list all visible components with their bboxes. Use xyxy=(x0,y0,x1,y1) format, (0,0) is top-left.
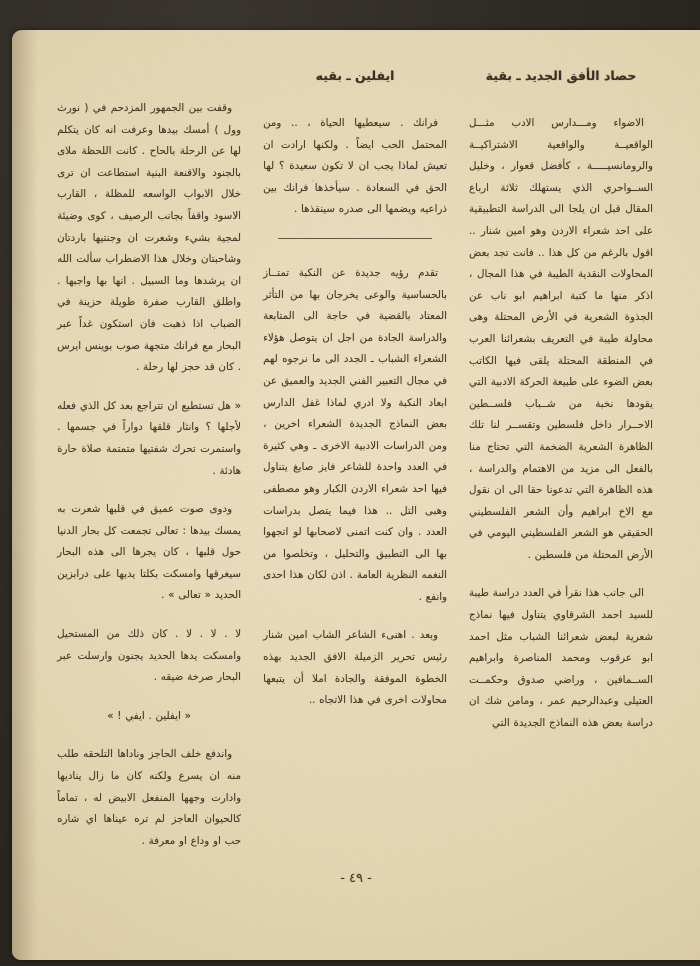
section-divider xyxy=(278,238,433,239)
column-left-paragraph-2: « هل تستطيع ان تتراجع بعد كل الذي فعله لأجلها ؟ وانثار قلقها دواراً في جسمها . واستمرت تحرك شفتيها متمتمة صلاة حارة هادئة . xyxy=(57,399,242,477)
column-left-paragraph-1: وقفت بين الجمهور المزدحم في ( نورث وول ) أمسك بيدها وعرفت انه كان يتكلم لها عن الرحلة بالحاح . كانت اللحظة ملاى بالجنود والاقنعة البنية استطاعت ان ترى خلال الابواب الواسعه للمظلة ، القارب الاسود واقفاً بجانب الرصيف ، كوى وضيئة لمجية بشيء وشعرت ان وجنتيها باردتان وشاحبتان وخلال هذا الاضطراب سألت الله ان يرشدها وما السبيل . انها بها واجبها . واطلق القارب صفرة طويلة حزينة في الضباب اذا ذهبت فان استكون غداً عبر البحار مع فرانك متجهة صوب بوينس ايرس . كان قد حجز لها رحلة . xyxy=(57,102,242,374)
column-right xyxy=(458,68,664,858)
column-right-header: حصاد الأفق الجديد ـ بقية xyxy=(485,68,637,83)
column-middle-paragraph-3: وبعد . اهنىء الشاعر الشاب امين شنار رئيس تحرير الزميلة الافق الجديد بهذه الخطوة الموفقة والجادة املا أن يتبعها محاولات اخرى في هذا الاتجاه .. xyxy=(263,629,448,707)
column-left-paragraph-4: لا . لا . لا . كان ذلك من المستحيل وامسكت يدها الحديد يجنون وارسلت عبر البحار صرخة ضيقه . xyxy=(57,628,242,684)
column-left-paragraph-3: ودوى صوت عميق في قلبها شعرت به يمسك بيدها : تعالى تجمعت كل بحار الدنيا حول قلبها ، كان يجرها الى هذه البحار سيغرقها وامسكت بكلتا يديها على درابزين الحديد « تعالى » . xyxy=(57,503,242,602)
column-right-paragraph-2: الى جانب هذا نقرأ في العدد دراسة طيبة للسيد احمد الشرقاوي يتناول فيها نماذج شعرية لبعض شعرائنا الشباب مثل احمد ابو عرقوب ومحمد المناصرة وابراهيم الســمافين ، وراضي صدوق وحكمــت العتيلى وعبدالرحيم عمر ، ومامن شك ان دراسة بعض هذه النماذج الجديدة التي xyxy=(469,587,653,730)
column-middle-paragraph-2: تقدم رؤيه جديدة عن النكبة تمتــاز بالحساسية والوعى يخرجان بها من التأثر المعتاد بالقضية في حاجة الى المتابعة والدراسة الجادة من اجل ان يتوصل هؤلاء الشعراء الشباب ـ الجدد الى ما نرجوه لهم في مجال التعبير الفني الجديد والعميق عن ابعاد النكبة ولا ادري لماذا غفل الدارس بعض النماذج الجديدة الشعراء اخرين ، ومن الدراسات الادبية الاخرى ـ وهي كثيرة في العدد واحدة للشاعر فايز صايغ يتناول فيها احد شعراء الاردن الكبار وهو مصطفى وهبى التل .. هذا فيما يتصل بدراسات العدد . وان كنت اتمنى لاصحابها لو اتجهوا بها الى التطبيق والتحليل ، وتخلصوا من النغمه النظرية العامة . اذن لكان هذا احدى وانفع . xyxy=(263,266,448,603)
column-middle xyxy=(252,68,458,858)
column-middle-header: ايفلين ـ بقيه xyxy=(315,68,395,83)
paper-sheet xyxy=(12,30,700,960)
column-middle-paragraph-1: فرانك . سيعطيها الحياة ، .. ومن المحتمل الحب ايضاً . ولكنها ارادت ان تعيش لماذا يجب ان لا تكون سعيدة ؟ لها الحق في السعادة . سيأخذها فرانك بين ذراعيه ويضمها الى صدره سينقذها . xyxy=(263,117,448,216)
column-right-paragraph-1: الاضواء ومـــدارس الادب مثـــل الواقعيــة والواقعية الاشتراكيــة والرومانسيـــــة ، كأفضل قعوار ، وخليل الســواحري الذي يستهلك ثلاثة ارباع المقال قبل ان يلجا الى الدراسة التطبيقية على احد شعراء الاردن وهو امين شنار .. اقول بالرغم من كل هذا .. فانت تجد بعض المحاولات النقدية الطيبة في هذا المجال ، اذكر منها ما كتبة ابراهيم ابو ناب عن الجذوة الشعرية في الأرض المحتلة وهى محاولة طيبة في التعريف بشعرائنا العرب في المنطقة المحتلة يلقى فيها الكاتب بعض الضوء على طبيعة الحركة الادبية التي يقودها نخبة من شــباب فلســطين الاحــرار داخل فلسطين وتقســر لنا تلك الظاهرة الشعرية الضخمة التي تحتاج منا بالفعل الى مزيد من الاهتمام والدراسة ، هذه الظاهرة التي تدعونا حقا الى ان نقول مع الاخ ابراهيم وأن الشعر الفلسطيني الحقيقي هو الشعر الفلسطيني اليومي في الأرض المحتلة من فلسطين . xyxy=(469,117,653,561)
text-columns xyxy=(46,68,664,858)
column-left-paragraph-6: واندفع خلف الحاجز وناداها التلحقه طلب منه ان يسرع ولكنه كان ما زال يناديها وادارت وجهها المنفعل الابيض له ، تماماً كالحيوان العاجز لم تره عيناها اي شاره حب او وداع او معرفة . xyxy=(57,748,242,847)
page-number: - ٤٩ - xyxy=(340,871,372,886)
page-content xyxy=(12,30,700,960)
column-left xyxy=(46,68,252,858)
column-left-paragraph-5: « ايفلين . ايفي ! » xyxy=(107,709,191,722)
